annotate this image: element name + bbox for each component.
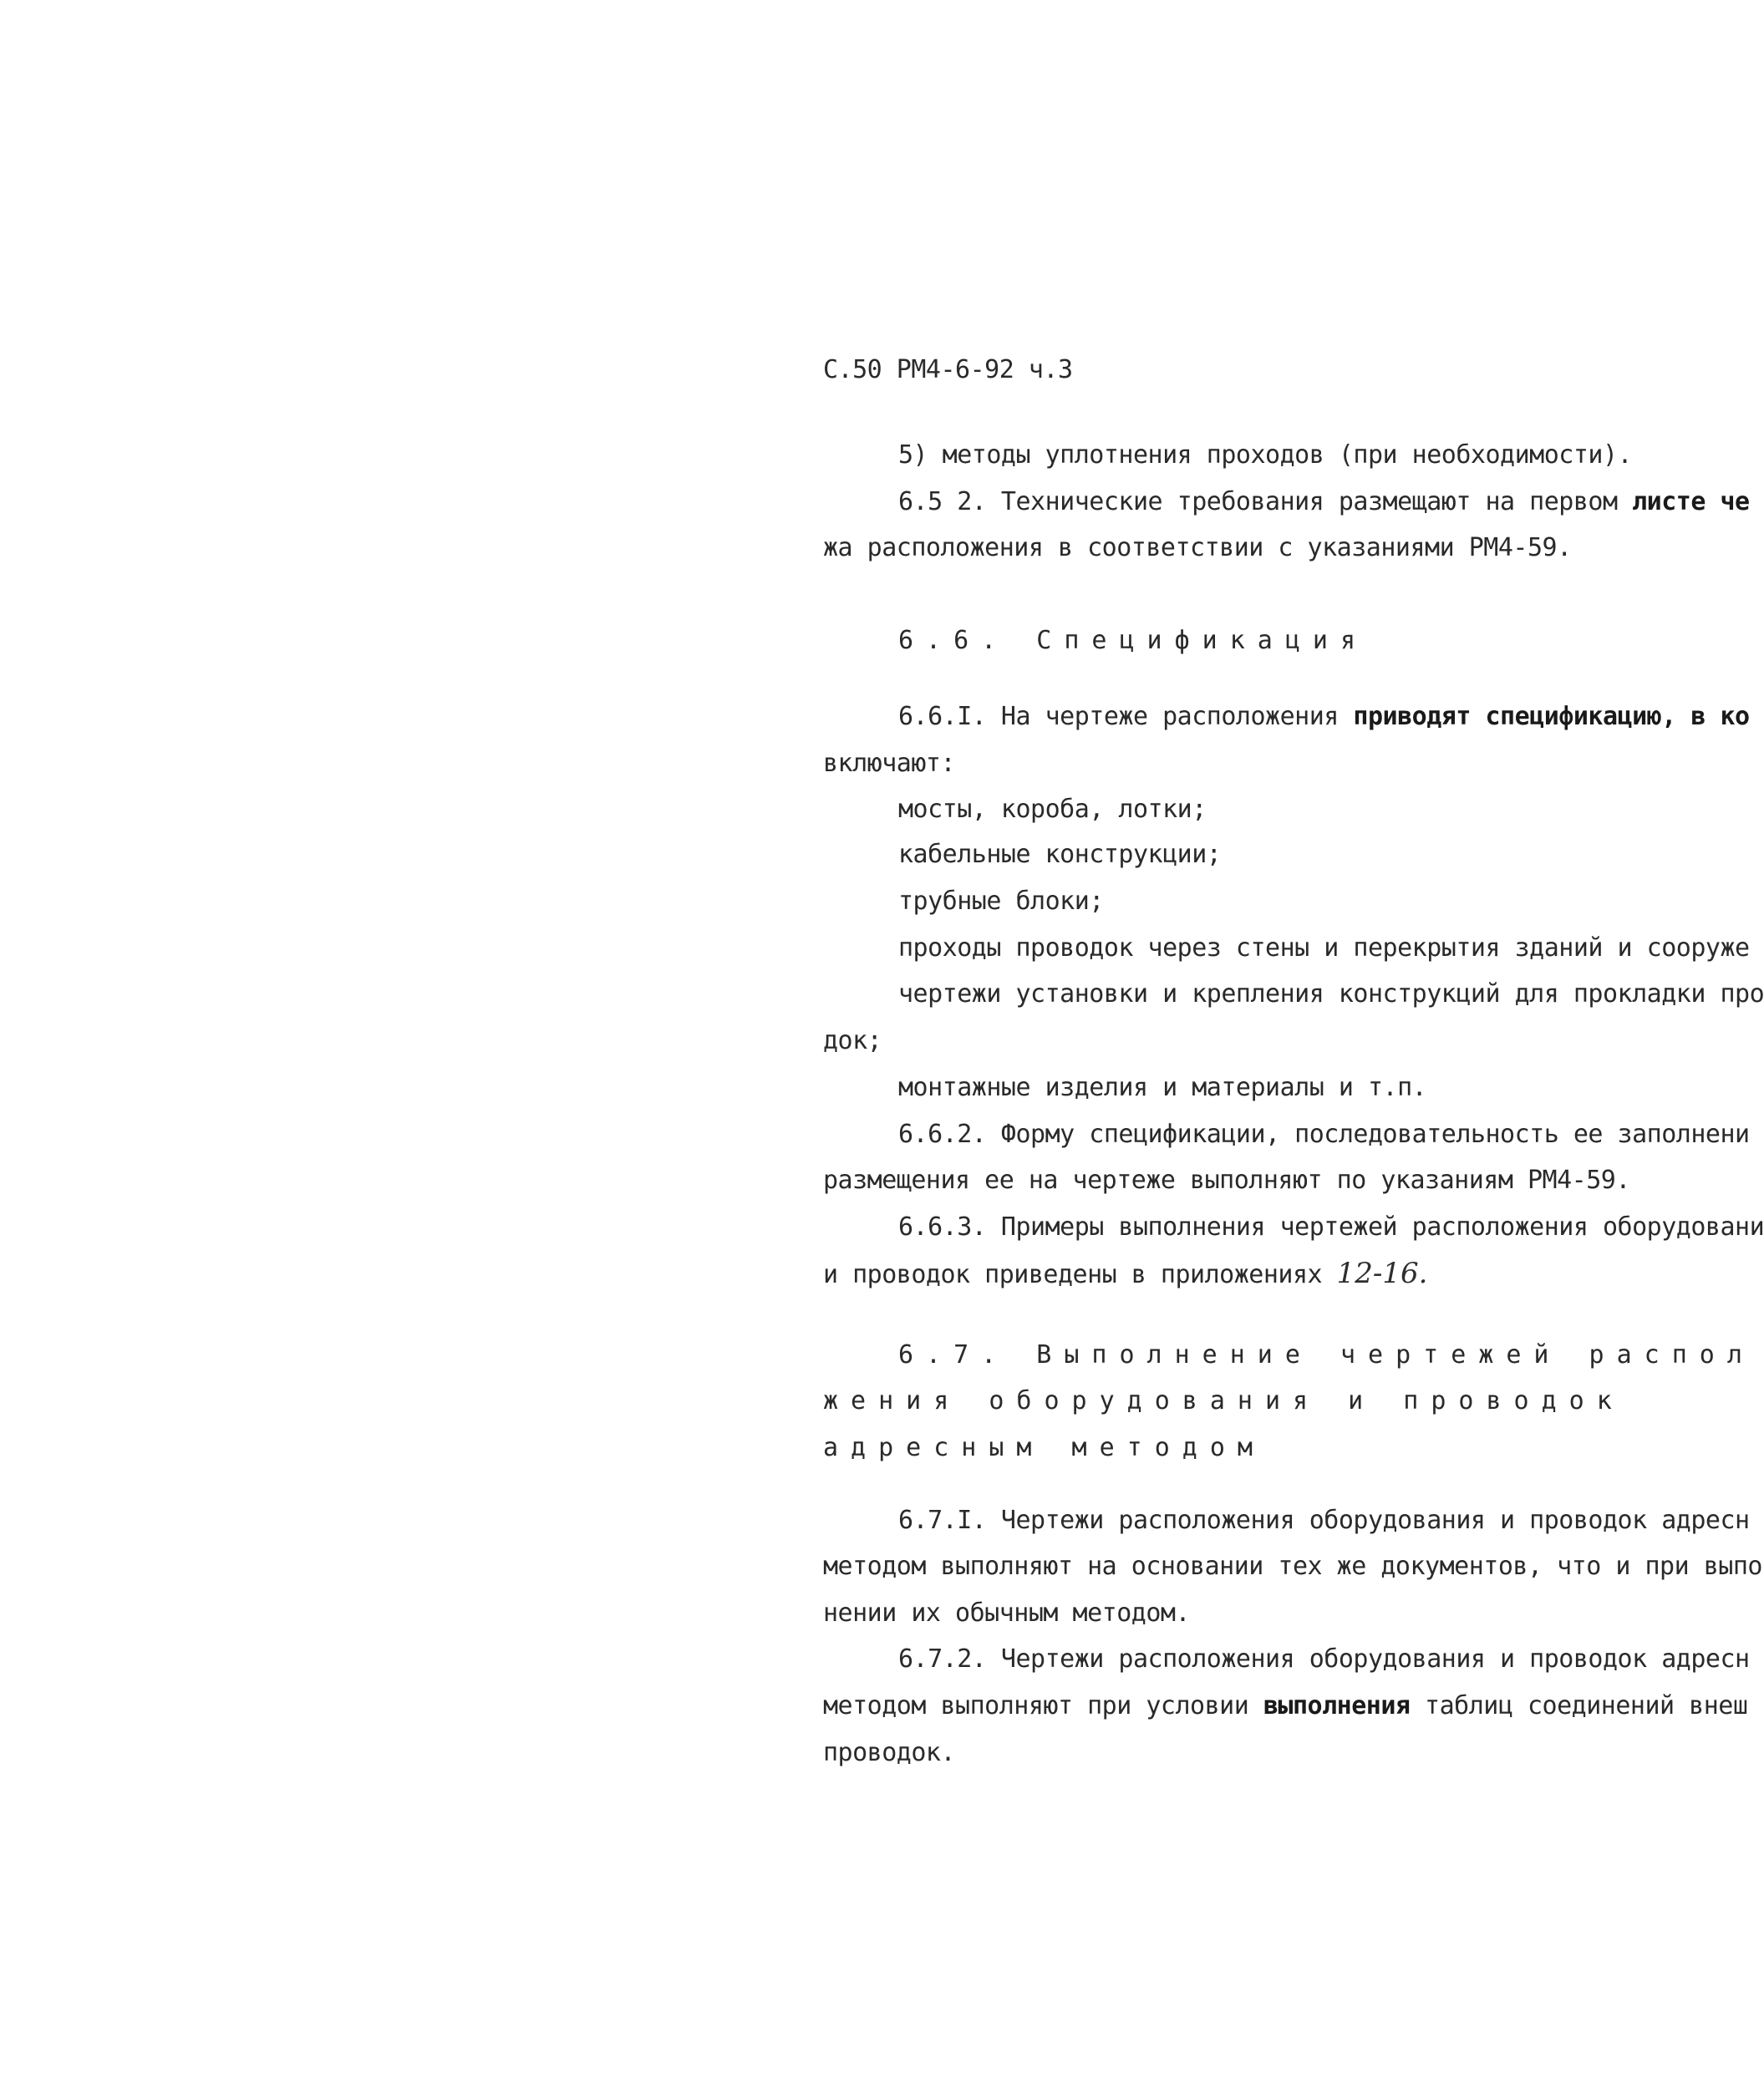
paragraph-line: жа расположения в соответствии с указаниями РМ4-59. — [823, 533, 1572, 562]
paragraph-line: и проводок приведены в приложениях 12-16. — [823, 1257, 1428, 1290]
paragraph-line: размещения ее на чертеже выполняют по указаниям РМ4-59. — [823, 1166, 1630, 1195]
paragraph-line: проводок. — [823, 1738, 956, 1767]
section-heading-6-6: 6.6. Спецификация — [898, 626, 1369, 655]
section-heading-6-7: 6.7. Выполнение чертежей распол — [898, 1340, 1755, 1370]
paragraph-line: 6.6.3. Примеры выполнения чертежей расположения оборудовани — [898, 1212, 1764, 1242]
handwritten-annotation: 12-16. — [1336, 1257, 1428, 1290]
paragraph-line: методом выполняют на основании тех же документов, что и при выпо — [823, 1552, 1762, 1581]
list-item-continued: док; — [823, 1026, 882, 1055]
list-item: монтажные изделия и материалы и т.п. — [898, 1073, 1427, 1102]
list-item: проходы проводок через стены и перекрытия зданий и сооруже — [898, 933, 1750, 963]
section-heading-6-7: жения оборудования и проводок — [823, 1386, 1624, 1415]
paragraph-line: 5) методы уплотнения проходов (при необходимости). — [898, 440, 1633, 470]
paragraph-line: 6.7.2. Чертежи расположения оборудования и проводок адресн — [898, 1644, 1750, 1674]
paragraph-line: 6.7.I. Чертежи расположения оборудования и проводок адресн — [898, 1506, 1750, 1535]
paragraph-line: нении их обычным методом. — [823, 1598, 1191, 1628]
paragraph-line: методом выполняют при условии выполнения таблиц соединений внеш — [823, 1691, 1748, 1720]
paragraph-line: включают: — [823, 749, 956, 778]
list-item: мосты, короба, лотки; — [898, 795, 1207, 824]
paragraph-line: 6.6.2. Форму спецификации, последовательность ее заполнени — [898, 1120, 1750, 1149]
page-header: С.50 РМ4-6-92 ч.3 — [823, 355, 1073, 384]
paragraph-line: 6.6.I. На чертеже расположения приводят спецификацию, в ко — [898, 702, 1750, 731]
list-item: трубные блоки; — [898, 887, 1104, 916]
list-item: кабельные конструкции; — [898, 840, 1222, 869]
section-heading-6-7: адресным методом — [823, 1433, 1265, 1462]
paragraph-line: 6.5 2. Технические требования размещают на первом листе че — [898, 487, 1750, 516]
list-item: чертежи установки и крепления конструкций для прокладки про — [898, 979, 1764, 1009]
